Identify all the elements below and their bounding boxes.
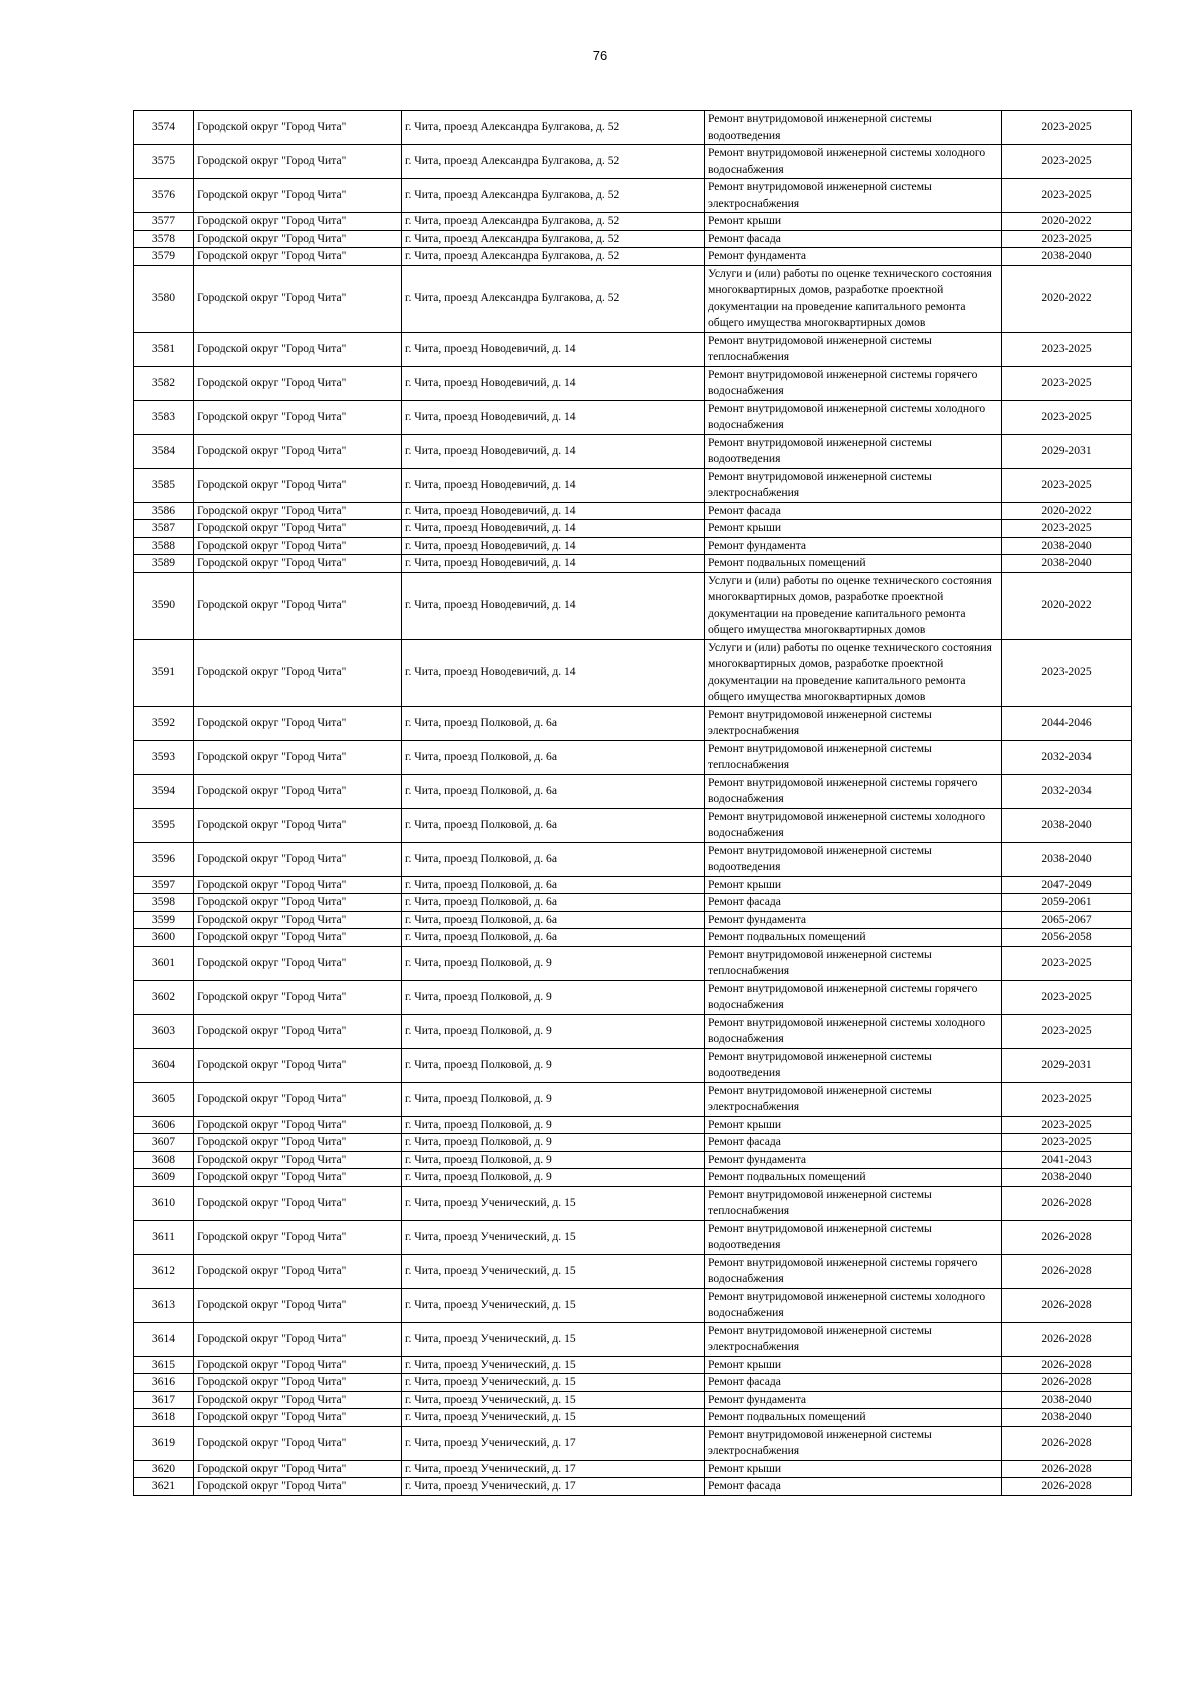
- schedule-body: [134, 111, 1132, 1496]
- table-row: [134, 911, 1132, 929]
- address-cell: г. Чита, проезд Ученический, д. 15: [402, 1391, 705, 1409]
- table-row: [134, 468, 1132, 502]
- row-number-cell: 3609: [134, 1169, 194, 1187]
- table-row: [134, 1048, 1132, 1082]
- row-number-cell: 3606: [134, 1116, 194, 1134]
- period-cell: 2026-2028: [1002, 1374, 1132, 1392]
- row-number-cell: 3574: [134, 111, 194, 145]
- period-cell: 2023-2025: [1002, 639, 1132, 706]
- table-row: [134, 1014, 1132, 1048]
- address-cell: г. Чита, проезд Ученический, д. 15: [402, 1356, 705, 1374]
- row-number-cell: 3585: [134, 468, 194, 502]
- period-cell: 2026-2028: [1002, 1186, 1132, 1220]
- row-number-cell: 3616: [134, 1374, 194, 1392]
- work-type-cell: Ремонт внутридомовой инженерной системы горячего водоснабжения: [705, 774, 1002, 808]
- work-type-cell: Ремонт внутридомовой инженерной системы теплоснабжения: [705, 946, 1002, 980]
- work-type-cell: Ремонт фасада: [705, 230, 1002, 248]
- work-type-cell: Ремонт фасада: [705, 502, 1002, 520]
- municipality-cell: Городской округ "Город Чита": [194, 332, 402, 366]
- row-number-cell: 3592: [134, 706, 194, 740]
- table-row: [134, 1134, 1132, 1152]
- table-row: [134, 706, 1132, 740]
- municipality-cell: Городской округ "Город Чита": [194, 894, 402, 912]
- row-number-cell: 3591: [134, 639, 194, 706]
- work-type-cell: Ремонт внутридомовой инженерной системы электроснабжения: [705, 706, 1002, 740]
- address-cell: г. Чита, проезд Александра Булгакова, д. 52: [402, 179, 705, 213]
- period-cell: 2023-2025: [1002, 366, 1132, 400]
- address-cell: г. Чита, проезд Ученический, д. 17: [402, 1426, 705, 1460]
- period-cell: 2023-2025: [1002, 1014, 1132, 1048]
- municipality-cell: Городской округ "Город Чита": [194, 1048, 402, 1082]
- row-number-cell: 3612: [134, 1254, 194, 1288]
- period-cell: 2038-2040: [1002, 808, 1132, 842]
- row-number-cell: 3620: [134, 1460, 194, 1478]
- work-type-cell: Ремонт внутридомовой инженерной системы холодного водоснабжения: [705, 1288, 1002, 1322]
- municipality-cell: Городской округ "Город Чита": [194, 1186, 402, 1220]
- address-cell: г. Чита, проезд Полковой, д. 6а: [402, 842, 705, 876]
- address-cell: г. Чита, проезд Новодевичий, д. 14: [402, 332, 705, 366]
- address-cell: г. Чита, проезд Ученический, д. 15: [402, 1322, 705, 1356]
- table-row: [134, 1151, 1132, 1169]
- row-number-cell: 3584: [134, 434, 194, 468]
- row-number-cell: 3618: [134, 1409, 194, 1427]
- municipality-cell: Городской округ "Город Чита": [194, 145, 402, 179]
- period-cell: 2041-2043: [1002, 1151, 1132, 1169]
- work-type-cell: Ремонт внутридомовой инженерной системы теплоснабжения: [705, 1186, 1002, 1220]
- address-cell: г. Чита, проезд Ученический, д. 15: [402, 1254, 705, 1288]
- row-number-cell: 3601: [134, 946, 194, 980]
- address-cell: г. Чита, проезд Полковой, д. 6а: [402, 911, 705, 929]
- municipality-cell: Городской округ "Город Чита": [194, 366, 402, 400]
- municipality-cell: Городской округ "Город Чита": [194, 1391, 402, 1409]
- work-type-cell: Ремонт фасада: [705, 894, 1002, 912]
- address-cell: г. Чита, проезд Александра Булгакова, д. 52: [402, 248, 705, 266]
- table-row: [134, 179, 1132, 213]
- table-row: [134, 1169, 1132, 1187]
- work-type-cell: Ремонт фасада: [705, 1374, 1002, 1392]
- address-cell: г. Чита, проезд Ученический, д. 15: [402, 1220, 705, 1254]
- work-type-cell: Ремонт внутридомовой инженерной системы водоотведения: [705, 842, 1002, 876]
- row-number-cell: 3615: [134, 1356, 194, 1374]
- municipality-cell: Городской округ "Город Чита": [194, 434, 402, 468]
- row-number-cell: 3586: [134, 502, 194, 520]
- work-type-cell: Ремонт подвальных помещений: [705, 1169, 1002, 1187]
- period-cell: 2038-2040: [1002, 1391, 1132, 1409]
- row-number-cell: 3595: [134, 808, 194, 842]
- address-cell: г. Чита, проезд Новодевичий, д. 14: [402, 434, 705, 468]
- municipality-cell: Городской округ "Город Чита": [194, 911, 402, 929]
- municipality-cell: Городской округ "Город Чита": [194, 502, 402, 520]
- work-type-cell: Ремонт крыши: [705, 1356, 1002, 1374]
- work-type-cell: Ремонт внутридомовой инженерной системы горячего водоснабжения: [705, 366, 1002, 400]
- municipality-cell: Городской округ "Город Чита": [194, 1460, 402, 1478]
- address-cell: г. Чита, проезд Полковой, д. 6а: [402, 929, 705, 947]
- period-cell: 2047-2049: [1002, 876, 1132, 894]
- municipality-cell: Городской округ "Город Чита": [194, 808, 402, 842]
- municipality-cell: Городской округ "Город Чита": [194, 1169, 402, 1187]
- table-row: [134, 1220, 1132, 1254]
- period-cell: 2026-2028: [1002, 1460, 1132, 1478]
- table-row: [134, 230, 1132, 248]
- period-cell: 2029-2031: [1002, 434, 1132, 468]
- table-row: [134, 639, 1132, 706]
- period-cell: 2023-2025: [1002, 980, 1132, 1014]
- address-cell: г. Чита, проезд Ученический, д. 17: [402, 1460, 705, 1478]
- table-row: [134, 1254, 1132, 1288]
- table-row: [134, 111, 1132, 145]
- period-cell: 2023-2025: [1002, 400, 1132, 434]
- row-number-cell: 3594: [134, 774, 194, 808]
- work-type-cell: Услуги и (или) работы по оценке технического состояния многоквартирных домов, разработке проектной документации на проведение капитального ремонта общего имущества многоквартирных домов: [705, 265, 1002, 332]
- work-type-cell: Ремонт внутридомовой инженерной системы теплоснабжения: [705, 332, 1002, 366]
- address-cell: г. Чита, проезд Полковой, д. 9: [402, 1169, 705, 1187]
- row-number-cell: 3582: [134, 366, 194, 400]
- address-cell: г. Чита, проезд Полковой, д. 6а: [402, 876, 705, 894]
- work-type-cell: Ремонт внутридомовой инженерной системы водоотведения: [705, 434, 1002, 468]
- period-cell: 2038-2040: [1002, 537, 1132, 555]
- row-number-cell: 3587: [134, 520, 194, 538]
- row-number-cell: 3596: [134, 842, 194, 876]
- address-cell: г. Чита, проезд Полковой, д. 6а: [402, 774, 705, 808]
- work-type-cell: Ремонт внутридомовой инженерной системы электроснабжения: [705, 179, 1002, 213]
- period-cell: 2065-2067: [1002, 911, 1132, 929]
- period-cell: 2023-2025: [1002, 946, 1132, 980]
- work-type-cell: Ремонт фундамента: [705, 1391, 1002, 1409]
- work-type-cell: Ремонт подвальных помещений: [705, 1409, 1002, 1427]
- address-cell: г. Чита, проезд Полковой, д. 9: [402, 1151, 705, 1169]
- period-cell: 2026-2028: [1002, 1322, 1132, 1356]
- row-number-cell: 3576: [134, 179, 194, 213]
- table-row: [134, 248, 1132, 266]
- table-row: [134, 1288, 1132, 1322]
- work-type-cell: Ремонт крыши: [705, 213, 1002, 231]
- address-cell: г. Чита, проезд Новодевичий, д. 14: [402, 555, 705, 573]
- municipality-cell: Городской округ "Город Чита": [194, 1356, 402, 1374]
- table-row: [134, 537, 1132, 555]
- row-number-cell: 3599: [134, 911, 194, 929]
- address-cell: г. Чита, проезд Новодевичий, д. 14: [402, 639, 705, 706]
- table-row: [134, 1409, 1132, 1427]
- table-row: [134, 400, 1132, 434]
- work-type-cell: Ремонт подвальных помещений: [705, 929, 1002, 947]
- work-type-cell: Ремонт внутридомовой инженерной системы водоотведения: [705, 111, 1002, 145]
- municipality-cell: Городской округ "Город Чита": [194, 706, 402, 740]
- address-cell: г. Чита, проезд Полковой, д. 9: [402, 1082, 705, 1116]
- table-row: [134, 1460, 1132, 1478]
- address-cell: г. Чита, проезд Новодевичий, д. 14: [402, 400, 705, 434]
- work-type-cell: Ремонт фасада: [705, 1134, 1002, 1152]
- row-number-cell: 3597: [134, 876, 194, 894]
- period-cell: 2020-2022: [1002, 502, 1132, 520]
- table-row: [134, 1374, 1132, 1392]
- period-cell: 2023-2025: [1002, 468, 1132, 502]
- work-type-cell: Ремонт фасада: [705, 1478, 1002, 1496]
- work-type-cell: Ремонт фундамента: [705, 248, 1002, 266]
- address-cell: г. Чита, проезд Полковой, д. 9: [402, 1134, 705, 1152]
- municipality-cell: Городской округ "Город Чита": [194, 265, 402, 332]
- period-cell: 2038-2040: [1002, 1409, 1132, 1427]
- work-type-cell: Ремонт внутридомовой инженерной системы теплоснабжения: [705, 740, 1002, 774]
- period-cell: 2056-2058: [1002, 929, 1132, 947]
- row-number-cell: 3593: [134, 740, 194, 774]
- work-type-cell: Ремонт внутридомовой инженерной системы водоотведения: [705, 1220, 1002, 1254]
- municipality-cell: Городской округ "Город Чита": [194, 1409, 402, 1427]
- work-type-cell: Услуги и (или) работы по оценке технического состояния многоквартирных домов, разработке проектной документации на проведение капитального ремонта общего имущества многоквартирных домов: [705, 572, 1002, 639]
- row-number-cell: 3610: [134, 1186, 194, 1220]
- address-cell: г. Чита, проезд Ученический, д. 15: [402, 1409, 705, 1427]
- row-number-cell: 3579: [134, 248, 194, 266]
- table-row: [134, 1116, 1132, 1134]
- table-row: [134, 366, 1132, 400]
- municipality-cell: Городской округ "Город Чита": [194, 230, 402, 248]
- address-cell: г. Чита, проезд Полковой, д. 9: [402, 980, 705, 1014]
- row-number-cell: 3608: [134, 1151, 194, 1169]
- municipality-cell: Городской округ "Город Чита": [194, 1254, 402, 1288]
- municipality-cell: Городской округ "Город Чита": [194, 468, 402, 502]
- table-row: [134, 520, 1132, 538]
- row-number-cell: 3604: [134, 1048, 194, 1082]
- work-type-cell: Ремонт фундамента: [705, 537, 1002, 555]
- table-row: [134, 740, 1132, 774]
- table-row: [134, 145, 1132, 179]
- work-type-cell: Ремонт внутридомовой инженерной системы электроснабжения: [705, 1322, 1002, 1356]
- address-cell: г. Чита, проезд Александра Булгакова, д. 52: [402, 265, 705, 332]
- address-cell: г. Чита, проезд Александра Булгакова, д. 52: [402, 145, 705, 179]
- work-type-cell: Ремонт крыши: [705, 1460, 1002, 1478]
- period-cell: 2026-2028: [1002, 1254, 1132, 1288]
- table-row: [134, 1322, 1132, 1356]
- table-row: [134, 929, 1132, 947]
- table-row: [134, 876, 1132, 894]
- period-cell: 2023-2025: [1002, 1134, 1132, 1152]
- period-cell: 2023-2025: [1002, 332, 1132, 366]
- period-cell: 2023-2025: [1002, 1116, 1132, 1134]
- address-cell: г. Чита, проезд Полковой, д. 6а: [402, 894, 705, 912]
- address-cell: г. Чита, проезд Александра Булгакова, д. 52: [402, 230, 705, 248]
- municipality-cell: Городской округ "Город Чита": [194, 1426, 402, 1460]
- municipality-cell: Городской округ "Город Чита": [194, 1374, 402, 1392]
- period-cell: 2023-2025: [1002, 111, 1132, 145]
- table-row: [134, 555, 1132, 573]
- period-cell: 2059-2061: [1002, 894, 1132, 912]
- row-number-cell: 3617: [134, 1391, 194, 1409]
- period-cell: 2026-2028: [1002, 1426, 1132, 1460]
- work-type-cell: Ремонт внутридомовой инженерной системы холодного водоснабжения: [705, 145, 1002, 179]
- work-type-cell: Ремонт внутридомовой инженерной системы горячего водоснабжения: [705, 980, 1002, 1014]
- municipality-cell: Городской округ "Город Чита": [194, 1288, 402, 1322]
- period-cell: 2023-2025: [1002, 230, 1132, 248]
- address-cell: г. Чита, проезд Ученический, д. 17: [402, 1478, 705, 1496]
- row-number-cell: 3611: [134, 1220, 194, 1254]
- address-cell: г. Чита, проезд Полковой, д. 9: [402, 1048, 705, 1082]
- address-cell: г. Чита, проезд Полковой, д. 6а: [402, 740, 705, 774]
- table-row: [134, 980, 1132, 1014]
- municipality-cell: Городской округ "Город Чита": [194, 1151, 402, 1169]
- municipality-cell: Городской округ "Город Чита": [194, 946, 402, 980]
- table-row: [134, 332, 1132, 366]
- period-cell: 2026-2028: [1002, 1478, 1132, 1496]
- work-type-cell: Услуги и (или) работы по оценке технического состояния многоквартирных домов, разработке проектной документации на проведение капитального ремонта общего имущества многоквартирных домов: [705, 639, 1002, 706]
- row-number-cell: 3602: [134, 980, 194, 1014]
- row-number-cell: 3583: [134, 400, 194, 434]
- row-number-cell: 3607: [134, 1134, 194, 1152]
- period-cell: 2029-2031: [1002, 1048, 1132, 1082]
- row-number-cell: 3603: [134, 1014, 194, 1048]
- municipality-cell: Городской округ "Город Чита": [194, 876, 402, 894]
- work-type-cell: Ремонт крыши: [705, 1116, 1002, 1134]
- period-cell: 2023-2025: [1002, 179, 1132, 213]
- period-cell: 2032-2034: [1002, 774, 1132, 808]
- table-row: [134, 1391, 1132, 1409]
- period-cell: 2032-2034: [1002, 740, 1132, 774]
- work-type-cell: Ремонт крыши: [705, 520, 1002, 538]
- row-number-cell: 3575: [134, 145, 194, 179]
- table-row: [134, 213, 1132, 231]
- period-cell: 2038-2040: [1002, 1169, 1132, 1187]
- municipality-cell: Городской округ "Город Чита": [194, 1014, 402, 1048]
- municipality-cell: Городской округ "Город Чита": [194, 1082, 402, 1116]
- municipality-cell: Городской округ "Город Чита": [194, 248, 402, 266]
- address-cell: г. Чита, проезд Новодевичий, д. 14: [402, 366, 705, 400]
- address-cell: г. Чита, проезд Новодевичий, д. 14: [402, 502, 705, 520]
- row-number-cell: 3577: [134, 213, 194, 231]
- work-type-cell: Ремонт подвальных помещений: [705, 555, 1002, 573]
- municipality-cell: Городской округ "Город Чита": [194, 400, 402, 434]
- page-number: 76: [592, 48, 608, 63]
- address-cell: г. Чита, проезд Александра Булгакова, д. 52: [402, 111, 705, 145]
- municipality-cell: Городской округ "Город Чита": [194, 179, 402, 213]
- table-row: [134, 842, 1132, 876]
- address-cell: г. Чита, проезд Ученический, д. 15: [402, 1374, 705, 1392]
- table-row: [134, 774, 1132, 808]
- municipality-cell: Городской округ "Город Чита": [194, 1134, 402, 1152]
- address-cell: г. Чита, проезд Новодевичий, д. 14: [402, 572, 705, 639]
- period-cell: 2038-2040: [1002, 248, 1132, 266]
- work-type-cell: Ремонт внутридомовой инженерной системы холодного водоснабжения: [705, 1014, 1002, 1048]
- period-cell: 2020-2022: [1002, 572, 1132, 639]
- work-type-cell: Ремонт внутридомовой инженерной системы холодного водоснабжения: [705, 808, 1002, 842]
- row-number-cell: 3598: [134, 894, 194, 912]
- table-row: [134, 265, 1132, 332]
- municipality-cell: Городской округ "Город Чита": [194, 555, 402, 573]
- period-cell: 2020-2022: [1002, 213, 1132, 231]
- work-type-cell: Ремонт внутридомовой инженерной системы электроснабжения: [705, 1426, 1002, 1460]
- period-cell: 2023-2025: [1002, 145, 1132, 179]
- municipality-cell: Городской округ "Город Чита": [194, 1478, 402, 1496]
- period-cell: 2038-2040: [1002, 555, 1132, 573]
- repair-schedule-table: [133, 110, 1132, 1496]
- row-number-cell: 3590: [134, 572, 194, 639]
- table-row: [134, 1082, 1132, 1116]
- table-row: [134, 1356, 1132, 1374]
- work-type-cell: Ремонт внутридомовой инженерной системы электроснабжения: [705, 468, 1002, 502]
- municipality-cell: Городской округ "Город Чита": [194, 639, 402, 706]
- work-type-cell: Ремонт внутридомовой инженерной системы водоотведения: [705, 1048, 1002, 1082]
- period-cell: 2044-2046: [1002, 706, 1132, 740]
- address-cell: г. Чита, проезд Ученический, д. 15: [402, 1288, 705, 1322]
- address-cell: г. Чита, проезд Полковой, д. 6а: [402, 706, 705, 740]
- table-row: [134, 946, 1132, 980]
- address-cell: г. Чита, проезд Новодевичий, д. 14: [402, 537, 705, 555]
- row-number-cell: 3621: [134, 1478, 194, 1496]
- period-cell: 2026-2028: [1002, 1220, 1132, 1254]
- address-cell: г. Чита, проезд Ученический, д. 15: [402, 1186, 705, 1220]
- row-number-cell: 3581: [134, 332, 194, 366]
- table-row: [134, 1478, 1132, 1496]
- work-type-cell: Ремонт внутридомовой инженерной системы электроснабжения: [705, 1082, 1002, 1116]
- work-type-cell: Ремонт внутридомовой инженерной системы холодного водоснабжения: [705, 400, 1002, 434]
- municipality-cell: Городской округ "Город Чита": [194, 1220, 402, 1254]
- row-number-cell: 3578: [134, 230, 194, 248]
- table-row: [134, 572, 1132, 639]
- address-cell: г. Чита, проезд Александра Булгакова, д. 52: [402, 213, 705, 231]
- row-number-cell: 3600: [134, 929, 194, 947]
- period-cell: 2026-2028: [1002, 1356, 1132, 1374]
- municipality-cell: Городской округ "Город Чита": [194, 520, 402, 538]
- row-number-cell: 3613: [134, 1288, 194, 1322]
- table-row: [134, 894, 1132, 912]
- work-type-cell: Ремонт внутридомовой инженерной системы горячего водоснабжения: [705, 1254, 1002, 1288]
- table-row: [134, 502, 1132, 520]
- municipality-cell: Городской округ "Город Чита": [194, 980, 402, 1014]
- table-row: [134, 1426, 1132, 1460]
- address-cell: г. Чита, проезд Полковой, д. 9: [402, 1116, 705, 1134]
- table-row: [134, 1186, 1132, 1220]
- municipality-cell: Городской округ "Город Чита": [194, 111, 402, 145]
- municipality-cell: Городской округ "Город Чита": [194, 537, 402, 555]
- work-type-cell: Ремонт фундамента: [705, 911, 1002, 929]
- address-cell: г. Чита, проезд Новодевичий, д. 14: [402, 520, 705, 538]
- row-number-cell: 3589: [134, 555, 194, 573]
- period-cell: 2020-2022: [1002, 265, 1132, 332]
- municipality-cell: Городской округ "Город Чита": [194, 1116, 402, 1134]
- address-cell: г. Чита, проезд Полковой, д. 9: [402, 946, 705, 980]
- table-row: [134, 434, 1132, 468]
- address-cell: г. Чита, проезд Новодевичий, д. 14: [402, 468, 705, 502]
- row-number-cell: 3605: [134, 1082, 194, 1116]
- row-number-cell: 3580: [134, 265, 194, 332]
- row-number-cell: 3619: [134, 1426, 194, 1460]
- address-cell: г. Чита, проезд Полковой, д. 6а: [402, 808, 705, 842]
- municipality-cell: Городской округ "Город Чита": [194, 1322, 402, 1356]
- municipality-cell: Городской округ "Город Чита": [194, 572, 402, 639]
- table-row: [134, 808, 1132, 842]
- municipality-cell: Городской округ "Город Чита": [194, 774, 402, 808]
- work-type-cell: Ремонт крыши: [705, 876, 1002, 894]
- municipality-cell: Городской округ "Город Чита": [194, 842, 402, 876]
- period-cell: 2038-2040: [1002, 842, 1132, 876]
- row-number-cell: 3614: [134, 1322, 194, 1356]
- address-cell: г. Чита, проезд Полковой, д. 9: [402, 1014, 705, 1048]
- period-cell: 2023-2025: [1002, 1082, 1132, 1116]
- municipality-cell: Городской округ "Город Чита": [194, 929, 402, 947]
- row-number-cell: 3588: [134, 537, 194, 555]
- period-cell: 2026-2028: [1002, 1288, 1132, 1322]
- municipality-cell: Городской округ "Город Чита": [194, 213, 402, 231]
- municipality-cell: Городской округ "Город Чита": [194, 740, 402, 774]
- period-cell: 2023-2025: [1002, 520, 1132, 538]
- work-type-cell: Ремонт фундамента: [705, 1151, 1002, 1169]
